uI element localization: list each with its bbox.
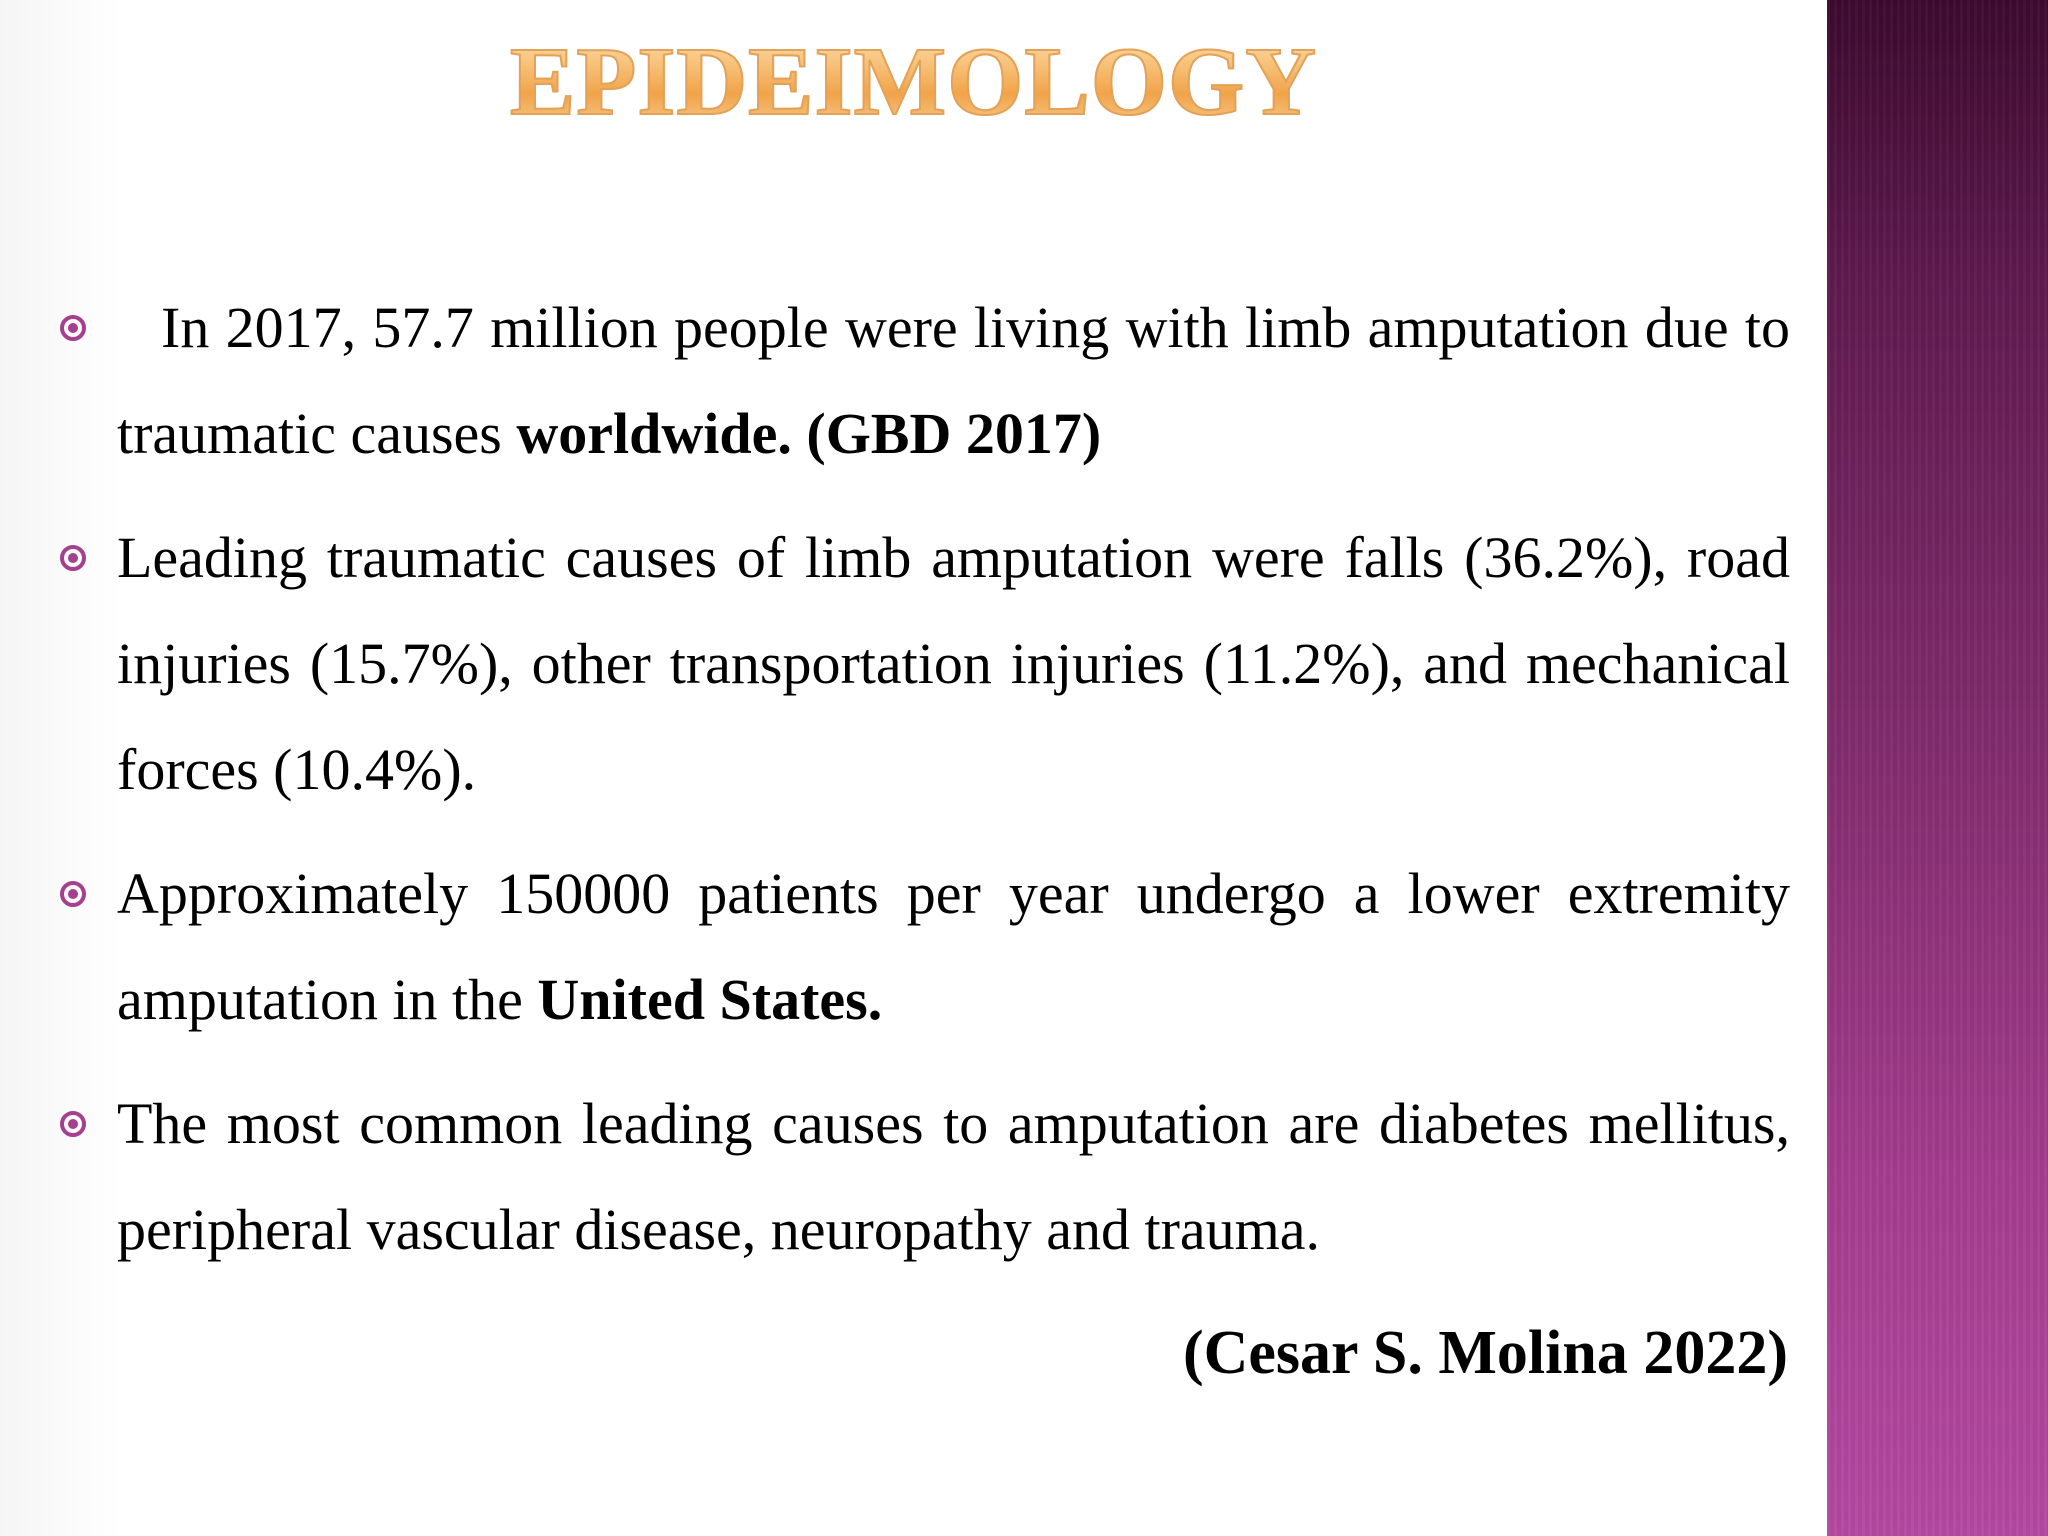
bullet-item-3 [60,841,1790,1053]
circle-dot-icon [60,1111,86,1137]
bullet-text: Approximately 150000 patients per year undergo a lower extremity amputation in the [117,861,1790,1032]
bullet-item-4 [60,1071,1790,1283]
bullet-text: The most common leading causes to amputation are diabetes mellitus, peripheral vascular disease, neuropathy and trauma. [117,1091,1790,1262]
circle-dot-icon [60,881,86,907]
slide-title: EPIDEIMOLOGY [0,22,1827,142]
bullet-text: Leading traumatic causes of limb amputation were falls (36.2%), road injuries (15.7%), other transportation injuries (11.2%), and mechanical forces (10.4%). [117,525,1790,802]
bullet-item-1 [60,275,1790,487]
bullet-bold-text: United States. [537,967,883,1032]
citation: (Cesar S. Molina 2022) [1182,1319,1788,1387]
bullet-list [60,275,1790,1301]
bullet-bold-text: worldwide. (GBD 2017) [516,401,1102,466]
circle-dot-icon [60,545,86,571]
bullet-item-2 [60,505,1790,823]
decorative-side-bar [1827,0,2048,1536]
circle-dot-icon [60,315,86,341]
bullet-text: In 2017, 57.7 million people were living with limb amputation due to traumatic causes [117,295,1790,466]
